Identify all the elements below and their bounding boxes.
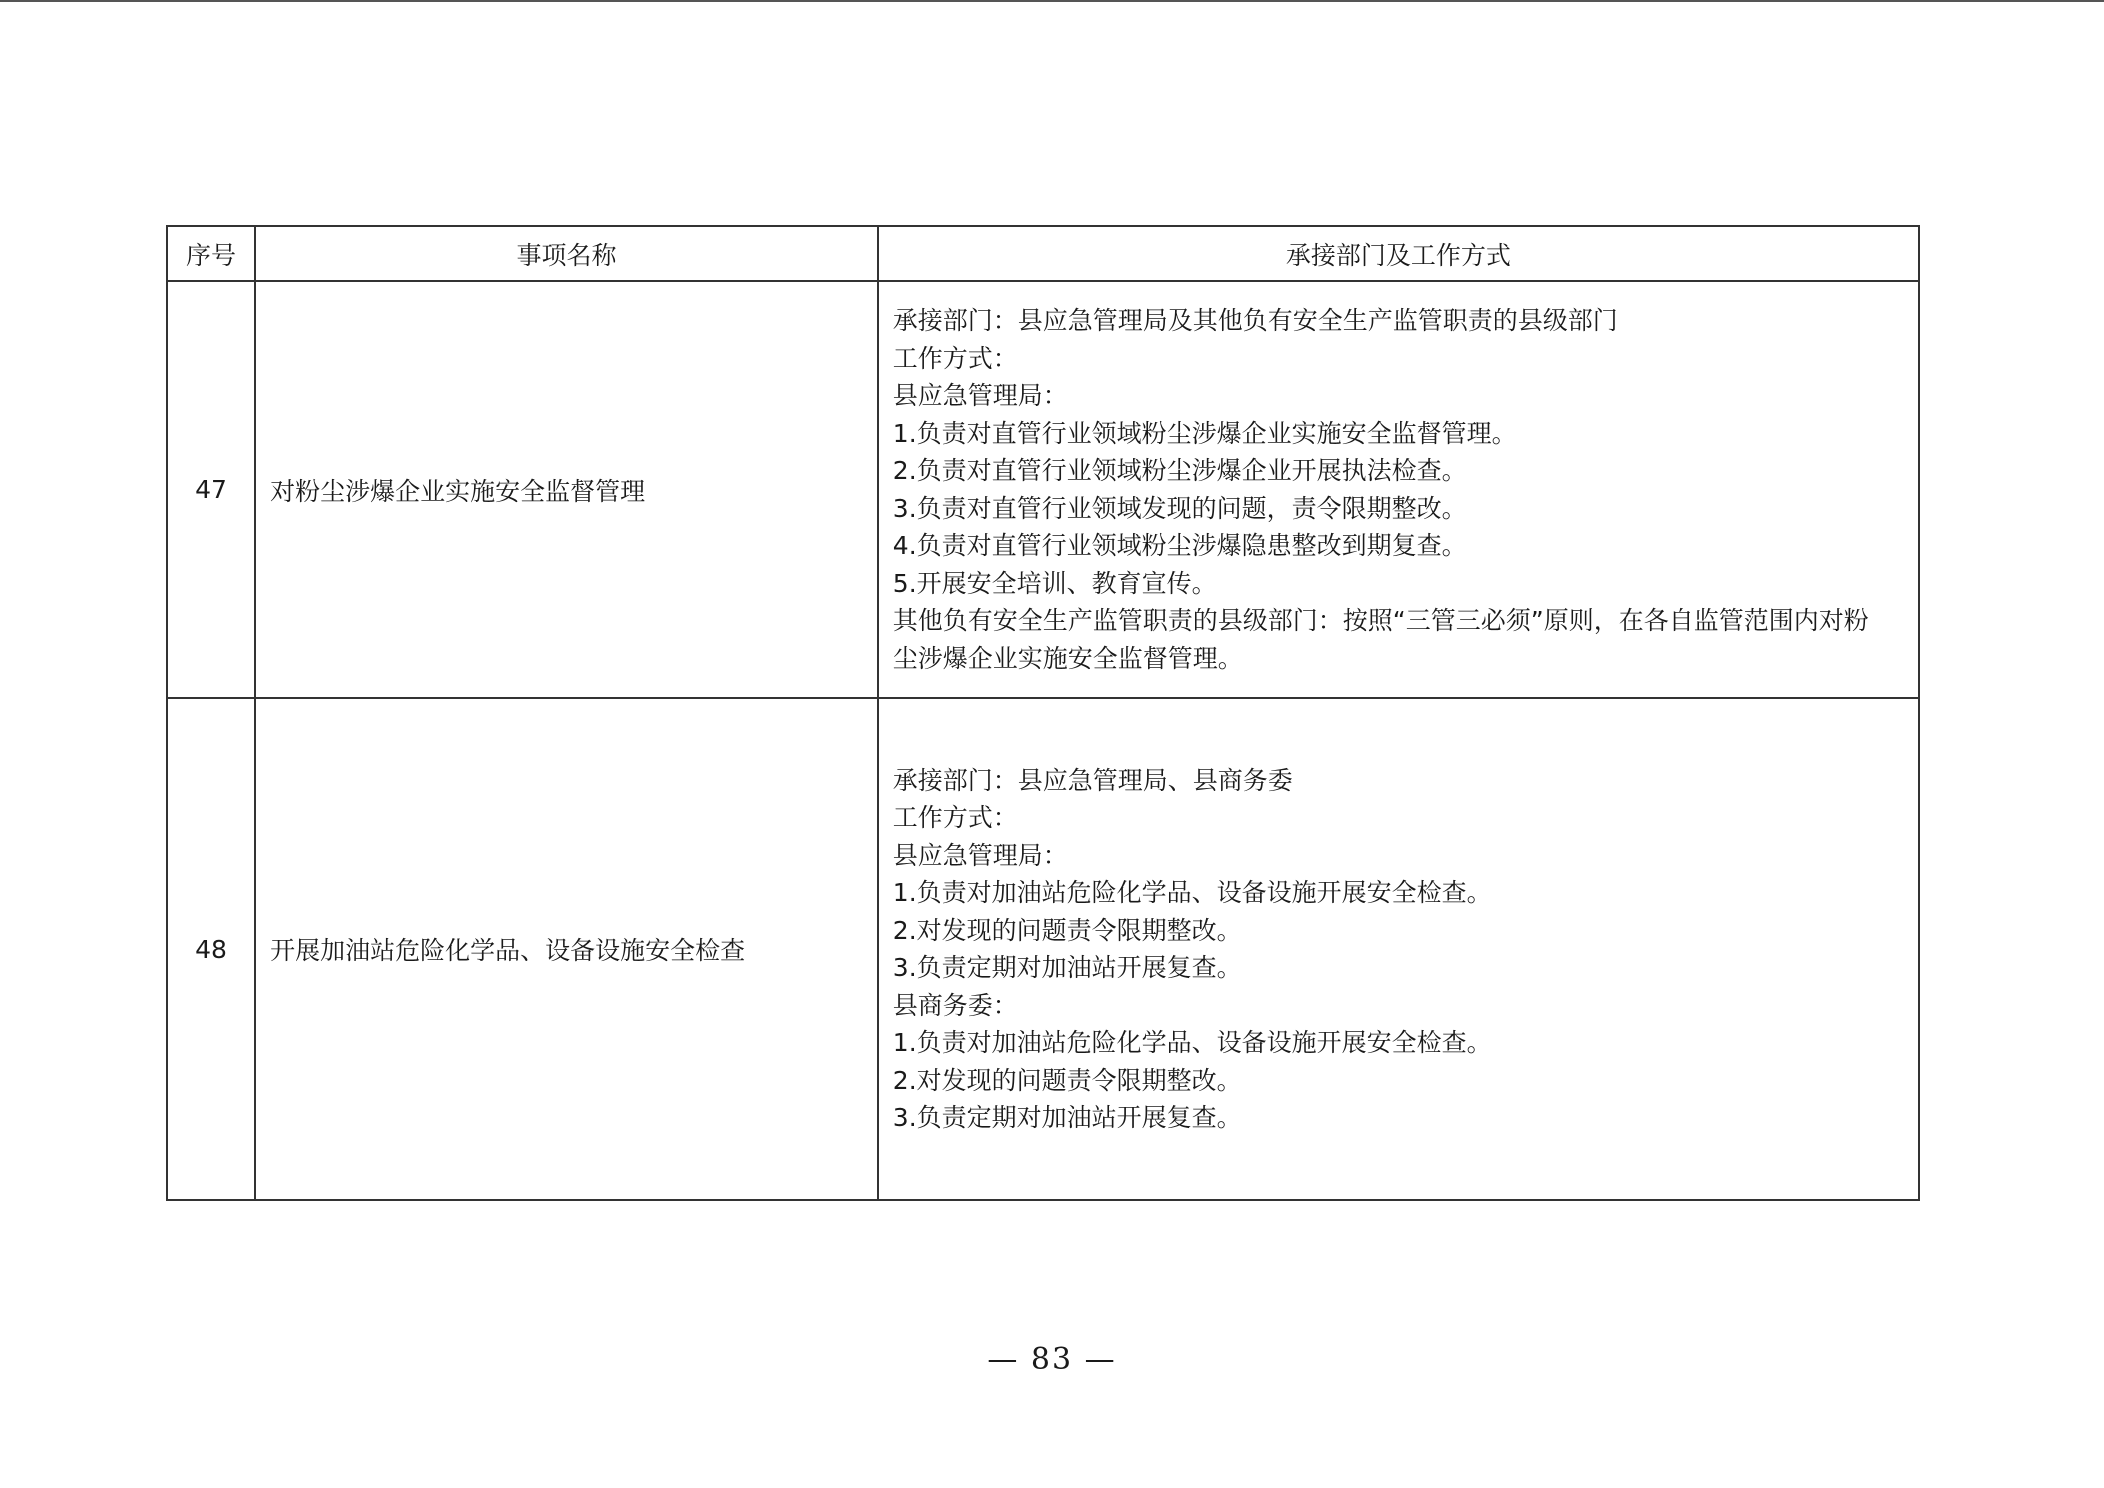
row-department-and-method (878, 281, 1919, 698)
dept-line: 工作方式： (892, 803, 1018, 832)
dept-line: 县应急管理局： (892, 381, 1068, 410)
table-row (167, 281, 1919, 698)
top-border-line (0, 0, 2104, 2)
dept-line: 其他负有安全生产监管职责的县级部门：按照“三管三必须”原则，在各自监管范围内对粉 (892, 606, 1869, 635)
header-matter-name: 事项名称 (255, 226, 878, 281)
header-serial-number: 序号 (167, 226, 255, 281)
matters-table (166, 225, 1920, 1201)
row-department-and-method (878, 698, 1919, 1200)
table-header-row (167, 226, 1919, 281)
dept-line: 尘涉爆企业实施安全监督管理。 (892, 643, 1243, 673)
row-serial-number: 48 (167, 698, 255, 1200)
dept-line: 1.负责对加油站危险化学品、设备设施开展安全检查。 (892, 878, 1492, 907)
page-number: — 83 — (987, 1342, 1117, 1377)
dept-line: 5.开展安全培训、教育宣传。 (892, 568, 1217, 598)
header-department-and-method: 承接部门及工作方式 (878, 226, 1919, 281)
dept-line: 县应急管理局： (892, 840, 1068, 870)
dept-line: 4.负责对直管行业领域粉尘涉爆隐患整改到期复查。 (892, 531, 1467, 560)
table-row (167, 698, 1919, 1200)
row-matter-name: 对粉尘涉爆企业实施安全监督管理 (255, 281, 878, 698)
dept-line: 3.负责对直管行业领域发现的问题，责令限期整改。 (892, 493, 1467, 523)
dept-line: 2.对发现的问题责令限期整改。 (892, 1065, 1242, 1095)
dept-line: 1.负责对加油站危险化学品、设备设施开展安全检查。 (892, 1028, 1492, 1057)
dept-line: 3.负责定期对加油站开展复查。 (892, 953, 1242, 982)
dept-line: 工作方式： (892, 343, 1018, 373)
dept-line: 2.负责对直管行业领域粉尘涉爆企业开展执法检查。 (892, 456, 1467, 485)
row-serial-number: 47 (167, 281, 255, 698)
dept-line: 县商务委： (892, 990, 1018, 1020)
dept-line: 承接部门：县应急管理局及其他负有安全生产监管职责的县级部门 (892, 306, 1618, 335)
dept-line: 2.对发现的问题责令限期整改。 (892, 915, 1242, 945)
dept-line: 1.负责对直管行业领域粉尘涉爆企业实施安全监督管理。 (892, 418, 1517, 448)
row-matter-name: 开展加油站危险化学品、设备设施安全检查 (255, 698, 878, 1200)
dept-line: 3.负责定期对加油站开展复查。 (892, 1103, 1242, 1132)
dept-line: 承接部门：县应急管理局、县商务委 (892, 765, 1293, 795)
